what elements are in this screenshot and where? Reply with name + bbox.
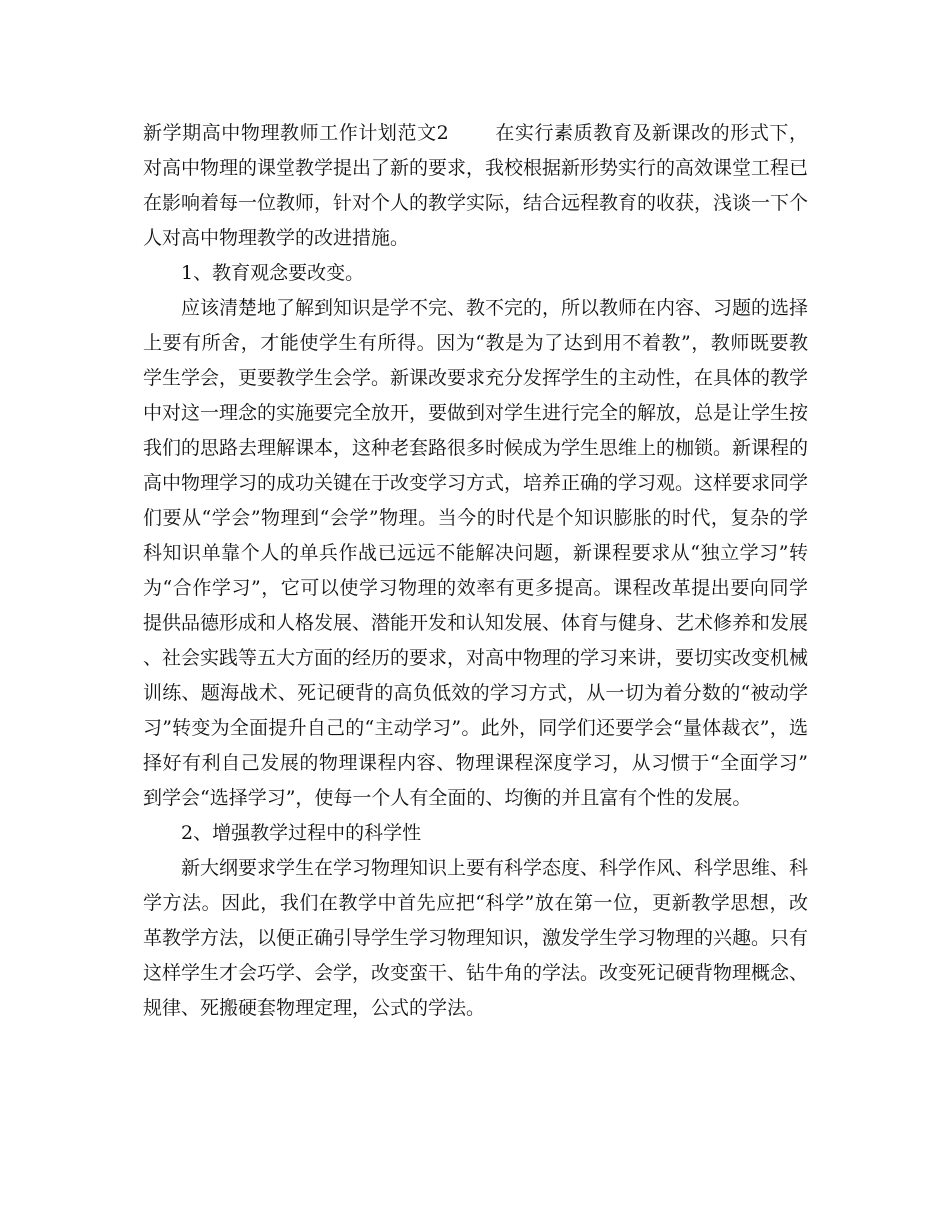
section-body-2: 新大纲要求学生在学习物理知识上要有科学态度、科学作风、科学思维、科学方法。因此，我们在教学中首先应把“科学”放在第一位，更新教学思想，改革教学方法，以便正确引导学生学习物理知识，激发学生学习物理的兴趣。只有这样学生才会巧学、会学，改变蛮干、钻牛角的学法。改变死记硬背物理概念、规律、死搬硬套物理定理，公式的学法。 xyxy=(143,857,809,1019)
section-body-1: 应该清楚地了解到知识是学不完、教不完的，所以教师在内容、习题的选择上要有所舍，才能使学生有所得。因为“教是为了达到用不着教”，教师既要教学生学会，更要教学生会学。新课改要求充分发挥学生的主动性，在具体的教学中对这一理念的实施要完全放开，要做到对学生进行完全的解放，总是让学生按我们的思路去理解课本，这种老套路很多时候成为学生思维上的枷锁。新课程的高中物理学习的成功关键在于改变学习方式，培养正确的学习观。这样要求同学们要从“学会”物理到“会学”物理。当今的时代是个知识膨胀的时代，复杂的学科知识单靠个人的单兵作战已远远不能解决问题，新课程要求从“独立学习”转为“合作学习”，它可以使学习物理的效率有更多提高。课程改革提出要向同学提供品德形成和人格发展、潜能开发和认知发展、体育与健身、艺术修养和发展、社会实践等五大方面的经历的要求，对高中物理的学习来讲，要切实改变机械训练、题海战术、死记硬背的高负低效的学习方式，从一切为着分数的“被动学习”转变为全面提升自己的“主动学习”。此外，同学们还要学会“量体裁衣”，选择好有利自己发展的物理课程内容、物理课程深度学习，从习惯于“全面学习”到学会“选择学习”，使每一个人有全面的、均衡的并且富有个性的发展。 xyxy=(143,297,809,809)
section-heading-1: 1、教育观念要改变。 xyxy=(181,262,365,284)
document-title: 新学期高中物理教师工作计划范文2 xyxy=(143,122,449,144)
document-body xyxy=(143,116,808,1026)
opening-paragraph xyxy=(143,116,808,256)
section-heading-2: 2、增强教学过程中的科学性 xyxy=(181,822,422,844)
intro-text: 在实行素质教育及新课改的形式下，对高中物理的课堂教学提出了新的要求，我校根据新形势实行的高效课堂工程已在影响着每一位教师，针对个人的教学实际，结合远程教育的收获，浅谈一下个人对高中物理教学的改进措施。 xyxy=(143,122,809,249)
